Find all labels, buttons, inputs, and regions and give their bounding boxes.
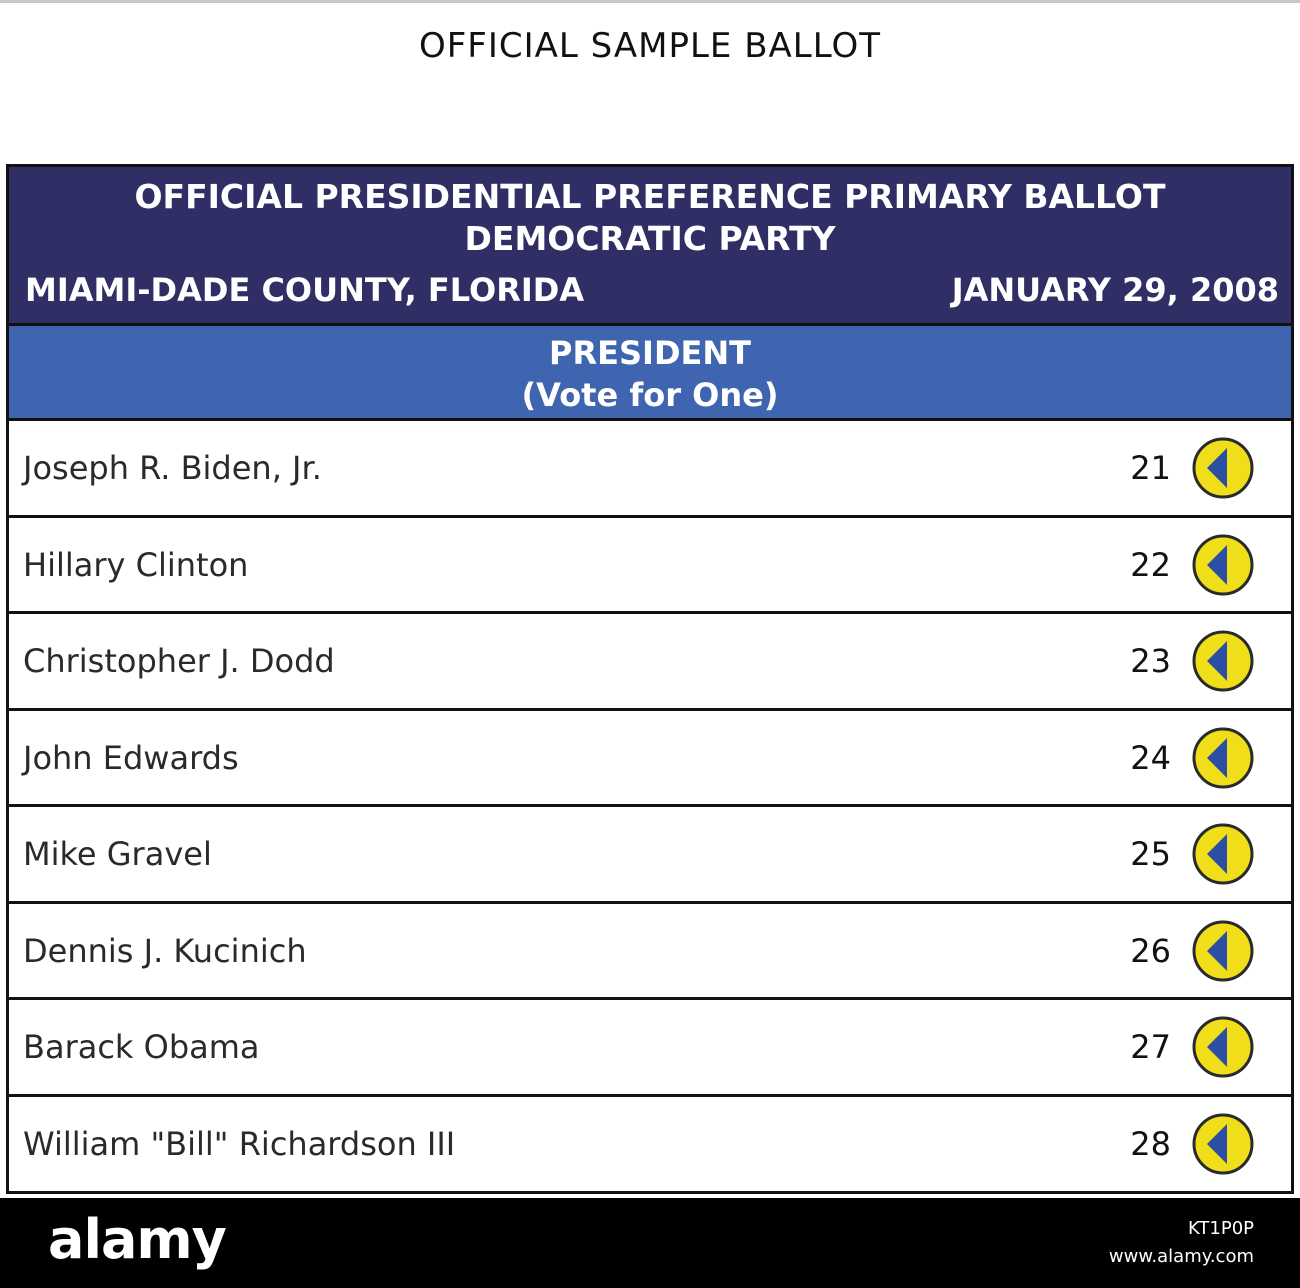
candidate-number: 26	[1130, 931, 1171, 970]
candidate-row	[9, 614, 1291, 711]
candidate-row	[9, 1097, 1291, 1194]
watermark-logo: alamy	[48, 1208, 226, 1271]
candidate-name: Joseph R. Biden, Jr.	[23, 449, 322, 487]
vote-arrow-icon[interactable]	[1191, 629, 1255, 693]
candidate-number: 24	[1130, 738, 1171, 777]
candidate-number: 22	[1130, 545, 1171, 584]
vote-arrow-icon[interactable]	[1191, 726, 1255, 790]
ballot	[6, 164, 1294, 1194]
candidate-list	[9, 421, 1291, 1193]
top-rule	[0, 0, 1300, 3]
race-title: PRESIDENT	[549, 334, 751, 372]
party-name: DEMOCRATIC PARTY	[464, 219, 836, 258]
page-title: OFFICIAL SAMPLE BALLOT	[418, 26, 881, 66]
candidate-row	[9, 904, 1291, 1001]
watermark-site: www.alamy.com	[1108, 1246, 1254, 1267]
ballot-title: OFFICIAL PRESIDENTIAL PREFERENCE PRIMARY BALLOT	[134, 177, 1166, 216]
candidate-number: 28	[1130, 1124, 1171, 1163]
candidate-number: 21	[1130, 449, 1171, 487]
vote-arrow-icon[interactable]	[1191, 1015, 1255, 1079]
vote-arrow-icon[interactable]	[1191, 436, 1255, 500]
candidate-number: 25	[1130, 835, 1171, 873]
candidate-row	[9, 1000, 1291, 1097]
candidate-row	[9, 518, 1291, 615]
vote-arrow-icon[interactable]	[1191, 533, 1255, 597]
candidate-name: Barack Obama	[23, 1028, 260, 1066]
election-date: JANUARY 29, 2008	[951, 271, 1279, 309]
vote-arrow-icon[interactable]	[1191, 919, 1255, 983]
candidate-row	[9, 807, 1291, 904]
race-instructions: (Vote for One)	[521, 376, 779, 414]
ballot-header	[9, 167, 1291, 323]
candidate-row	[9, 711, 1291, 808]
vote-arrow-icon[interactable]	[1191, 822, 1255, 886]
county-name: MIAMI-DADE COUNTY, FLORIDA	[25, 271, 585, 309]
vote-arrow-icon[interactable]	[1191, 1112, 1255, 1176]
watermark-image-id: KT1P0P	[1187, 1218, 1254, 1239]
candidate-name: Mike Gravel	[23, 835, 212, 873]
watermark-bar	[0, 1198, 1300, 1288]
candidate-number: 23	[1130, 642, 1171, 680]
candidate-name: John Edwards	[23, 738, 239, 777]
candidate-row	[9, 421, 1291, 518]
candidate-name: William "Bill" Richardson III	[23, 1124, 456, 1163]
race-header	[9, 323, 1291, 421]
candidate-name: Dennis J. Kucinich	[23, 931, 307, 970]
candidate-name: Hillary Clinton	[23, 545, 249, 584]
candidate-name: Christopher J. Dodd	[23, 642, 335, 680]
candidate-number: 27	[1130, 1028, 1171, 1066]
